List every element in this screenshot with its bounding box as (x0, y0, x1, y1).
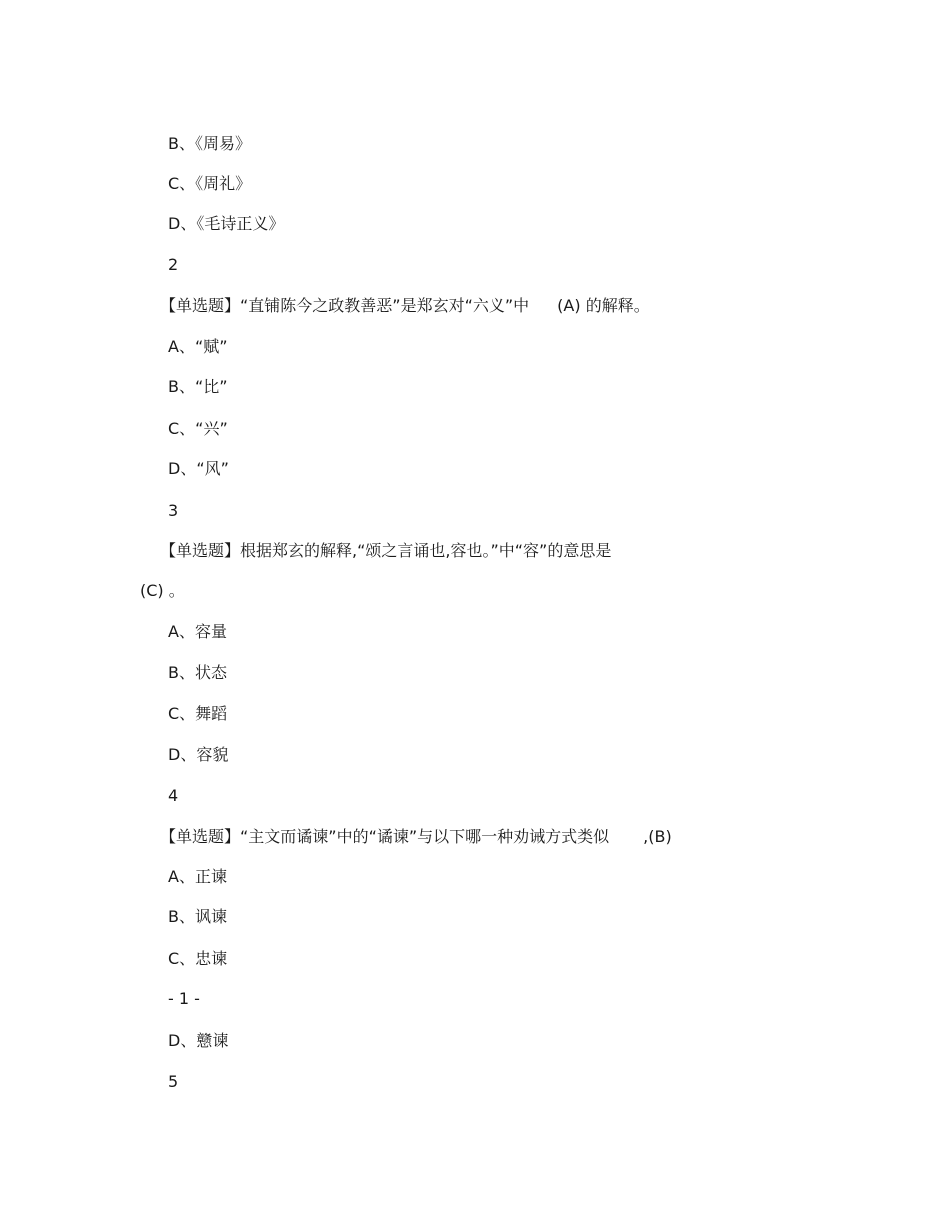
question-2-answer: (A) 的解释。 (557, 296, 650, 315)
question-number-4: 4 (168, 786, 179, 805)
option-a-fu: A、“赋” (168, 337, 228, 356)
question-4-text (160, 827, 672, 847)
question-2-stem: 【单选题】“直铺陈今之政教善恶”是郑玄对“六义”中 (160, 296, 530, 315)
option-b-bi: B、“比” (168, 377, 228, 396)
option-a-rongliang: A、容量 (168, 622, 227, 641)
option-b-zhouyi: B、《周易》 (168, 134, 251, 153)
question-4-answer: ,(B) (643, 827, 672, 846)
question-number-2: 2 (168, 255, 179, 274)
option-b-fengjian: B、讽谏 (168, 907, 227, 926)
question-number-3: 3 (168, 501, 179, 520)
question-2-text (160, 296, 650, 316)
option-d-zhuangjian: D、戆谏 (168, 1031, 229, 1050)
option-b-zhuangtai: B、状态 (168, 663, 227, 682)
option-c-wudao: C、舞蹈 (168, 704, 228, 723)
question-4-stem: 【单选题】“主文而谲谏”中的“谲谏”与以下哪一种劝诫方式类似 (160, 827, 610, 846)
option-d-maoshi: D、《毛诗正义》 (168, 214, 285, 233)
option-a-zhengjian: A、正谏 (168, 867, 227, 886)
option-c-xing: C、“兴” (168, 419, 228, 438)
option-c-zhongjian: C、忠谏 (168, 949, 228, 968)
question-3-answer: (C) 。 (140, 581, 185, 600)
question-number-5: 5 (168, 1072, 179, 1091)
option-d-feng: D、“风” (168, 459, 229, 478)
option-d-rongmao: D、容貌 (168, 745, 229, 764)
question-3-stem: 【单选题】根据郑玄的解释,“颂之言诵也,容也。”中“容”的意思是 (160, 541, 612, 560)
option-c-zhouli: C、《周礼》 (168, 174, 252, 193)
page-number: - 1 - (168, 989, 200, 1008)
